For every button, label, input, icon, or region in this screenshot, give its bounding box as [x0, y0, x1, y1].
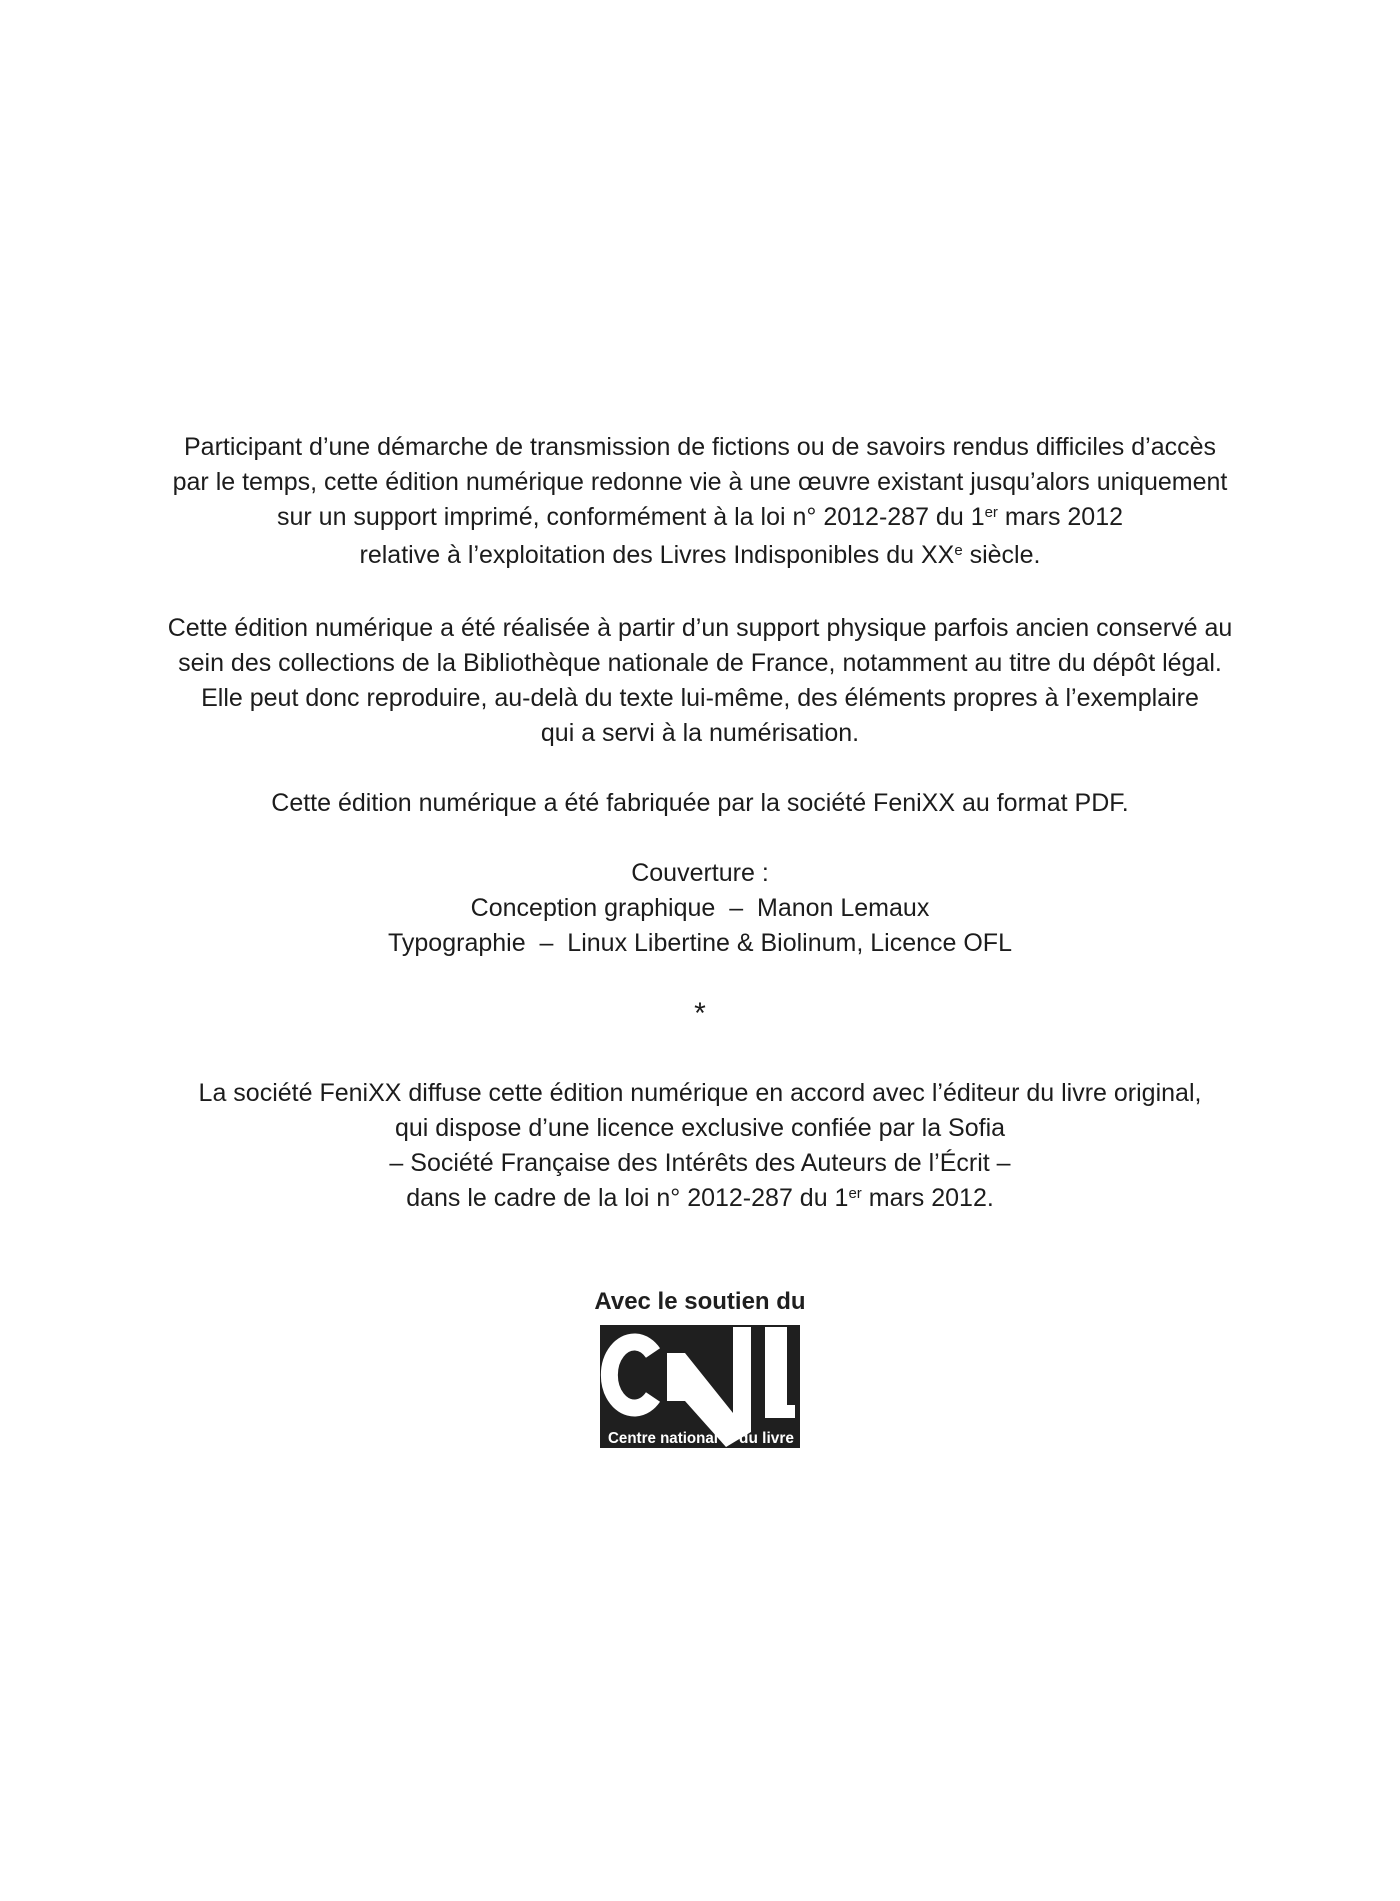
text-segment: relative à l’exploitation des Livres Indisponibles du XX [359, 541, 955, 569]
couverture-title: Couverture : [631, 859, 769, 887]
couverture-typographie: Typographie – Linux Libertine & Biolinum, Licence OFL [388, 929, 1012, 957]
text-segment: mars 2012. [861, 1184, 994, 1212]
text-line: par le temps, cette édition numérique redonne vie à une œuvre existant jusqu’alors uniquement [172, 468, 1228, 496]
superscript-e: e [954, 542, 963, 559]
cnl-logo-wrap [0, 1325, 1400, 1453]
text-line: – Société Française des Intérêts des Auteurs de l’Écrit – [389, 1149, 1011, 1177]
text-line: Participant d’une démarche de transmission de fictions ou de savoirs rendus difficiles d’accès [183, 433, 1217, 461]
text-line: Cette édition numérique a été fabriquée par la société FeniXX au format PDF. [271, 789, 1129, 817]
paragraph-diffusion [0, 1076, 1400, 1219]
support-section [0, 1287, 1400, 1453]
superscript-er: er [984, 504, 998, 521]
text-line: Cette édition numérique a été réalisée à partir d’un support physique parfois ancien conservé au [167, 614, 1233, 642]
cnl-label-right: du livre [739, 1430, 795, 1447]
text-line [0, 500, 1400, 538]
cnl-label-left: Centre national [608, 1430, 718, 1447]
text-segment: mars 2012 [997, 503, 1123, 531]
text-line: qui dispose d’une licence exclusive confiée par la Sofia [394, 1114, 1006, 1142]
text-line: La société FeniXX diffuse cette édition numérique en accord avec l’éditeur du livre original, [198, 1079, 1202, 1107]
text-line: qui a servi à la numérisation. [540, 719, 860, 747]
superscript-er: er [848, 1185, 862, 1202]
separator-asterisk: * [694, 997, 706, 1030]
paragraph-bnf [0, 611, 1400, 751]
support-caption: Avec le soutien du [594, 1288, 806, 1315]
paragraph-transmission [0, 430, 1400, 576]
couverture-conception: Conception graphique – Manon Lemaux [470, 894, 930, 922]
couverture-section [0, 856, 1400, 961]
separator-section [0, 996, 1400, 1031]
text-line [0, 538, 1400, 576]
text-line: Elle peut donc reproduire, au-delà du texte lui-même, des éléments propres à l’exemplaire [201, 684, 1199, 712]
text-line [0, 1181, 1400, 1219]
text-line: sein des collections de la Bibliothèque nationale de France, notamment au titre du dépôt légal. [178, 649, 1222, 677]
paragraph-fabrication [0, 786, 1400, 821]
text-segment: siècle. [962, 541, 1041, 569]
text-segment: sur un support imprimé, conformément à la loi n° 2012-287 du 1 [277, 503, 985, 531]
text-segment: dans le cadre de la loi n° 2012-287 du 1 [406, 1184, 849, 1212]
cnl-logo [600, 1325, 800, 1448]
